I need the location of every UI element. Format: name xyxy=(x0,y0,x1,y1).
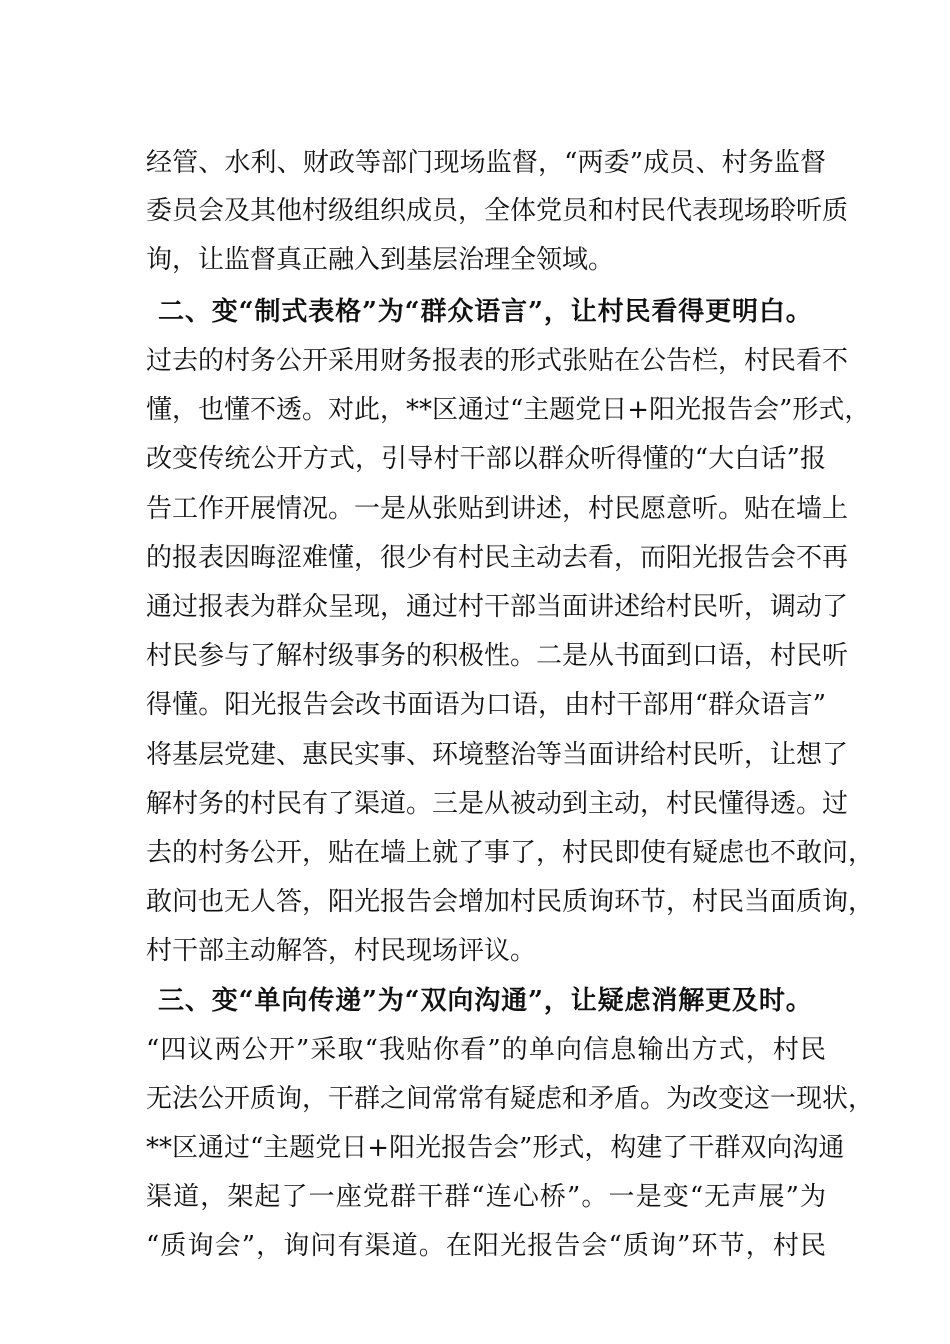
body-text-line: 通过报表为群众呈现，通过村干部当面讲述给村民听，调动了 xyxy=(146,592,849,622)
body-text-line: 懂，也懂不透。对此，**区通过“主题党日+阳光报告会”形式， xyxy=(146,395,871,425)
body-text-line: “四议两公开”采取“我贴你看”的单向信息输出方式，村民 xyxy=(146,1035,826,1065)
body-text-line: 的报表因晦涩难懂，很少有村民主动去看，而阳光报告会不再 xyxy=(146,543,849,573)
body-text-line: 得懂。阳光报告会改书面语为口语，由村干部用“群众语言” xyxy=(146,690,826,720)
section-heading-2: 二、变“制式表格”为“群众语言”，让村民看得更明白。 xyxy=(158,297,812,327)
body-text-line: 过去的村务公开采用财务报表的形式张贴在公告栏，村民看不 xyxy=(146,346,849,376)
body-text-line: 将基层党建、惠民实事、环境整治等当面讲给村民听，让想了 xyxy=(146,740,849,770)
body-text-line: **区通过“主题党日+阳光报告会”形式，构建了干群双向沟通 xyxy=(146,1133,845,1163)
body-text-line: 去的村务公开，贴在墙上就了事了，村民即使有疑虑也不敢问， xyxy=(146,838,875,868)
body-text-line: 村民参与了解村级事务的积极性。二是从书面到口语，村民听 xyxy=(146,641,849,671)
body-text-line: 改变传统公开方式，引导村干部以群众听得懂的“大白话”报 xyxy=(146,444,826,474)
body-text-line: 委员会及其他村级组织成员，全体党员和村民代表现场聆听质 xyxy=(146,196,849,226)
body-text-line: 敢问也无人答，阳光报告会增加村民质询环节，村民当面质询， xyxy=(146,887,875,917)
body-text-line: 询，让监督真正融入到基层治理全领域。 xyxy=(146,245,615,275)
body-text-line: “质询会”，询问有渠道。在阳光报告会“质询”环节，村民 xyxy=(146,1231,826,1261)
body-text-line: 无法公开质询，干群之间常常有疑虑和矛盾。为改变这一现状， xyxy=(146,1084,875,1114)
body-text-line: 解村务的村民有了渠道。三是从被动到主动，村民懂得透。过 xyxy=(146,789,849,819)
body-text-line: 渠道，架起了一座党群干群“连心桥”。一是变“无声展”为 xyxy=(146,1182,826,1212)
section-heading-3: 三、变“单向传递”为“双向沟通”，让疑虑消解更及时。 xyxy=(158,986,812,1016)
body-text-line: 村干部主动解答，村民现场评议。 xyxy=(146,936,537,966)
body-text-line: 经管、水利、财政等部门现场监督，“两委”成员、村务监督 xyxy=(146,148,826,178)
body-text-line: 告工作开展情况。一是从张贴到讲述，村民愿意听。贴在墙上 xyxy=(146,494,849,524)
